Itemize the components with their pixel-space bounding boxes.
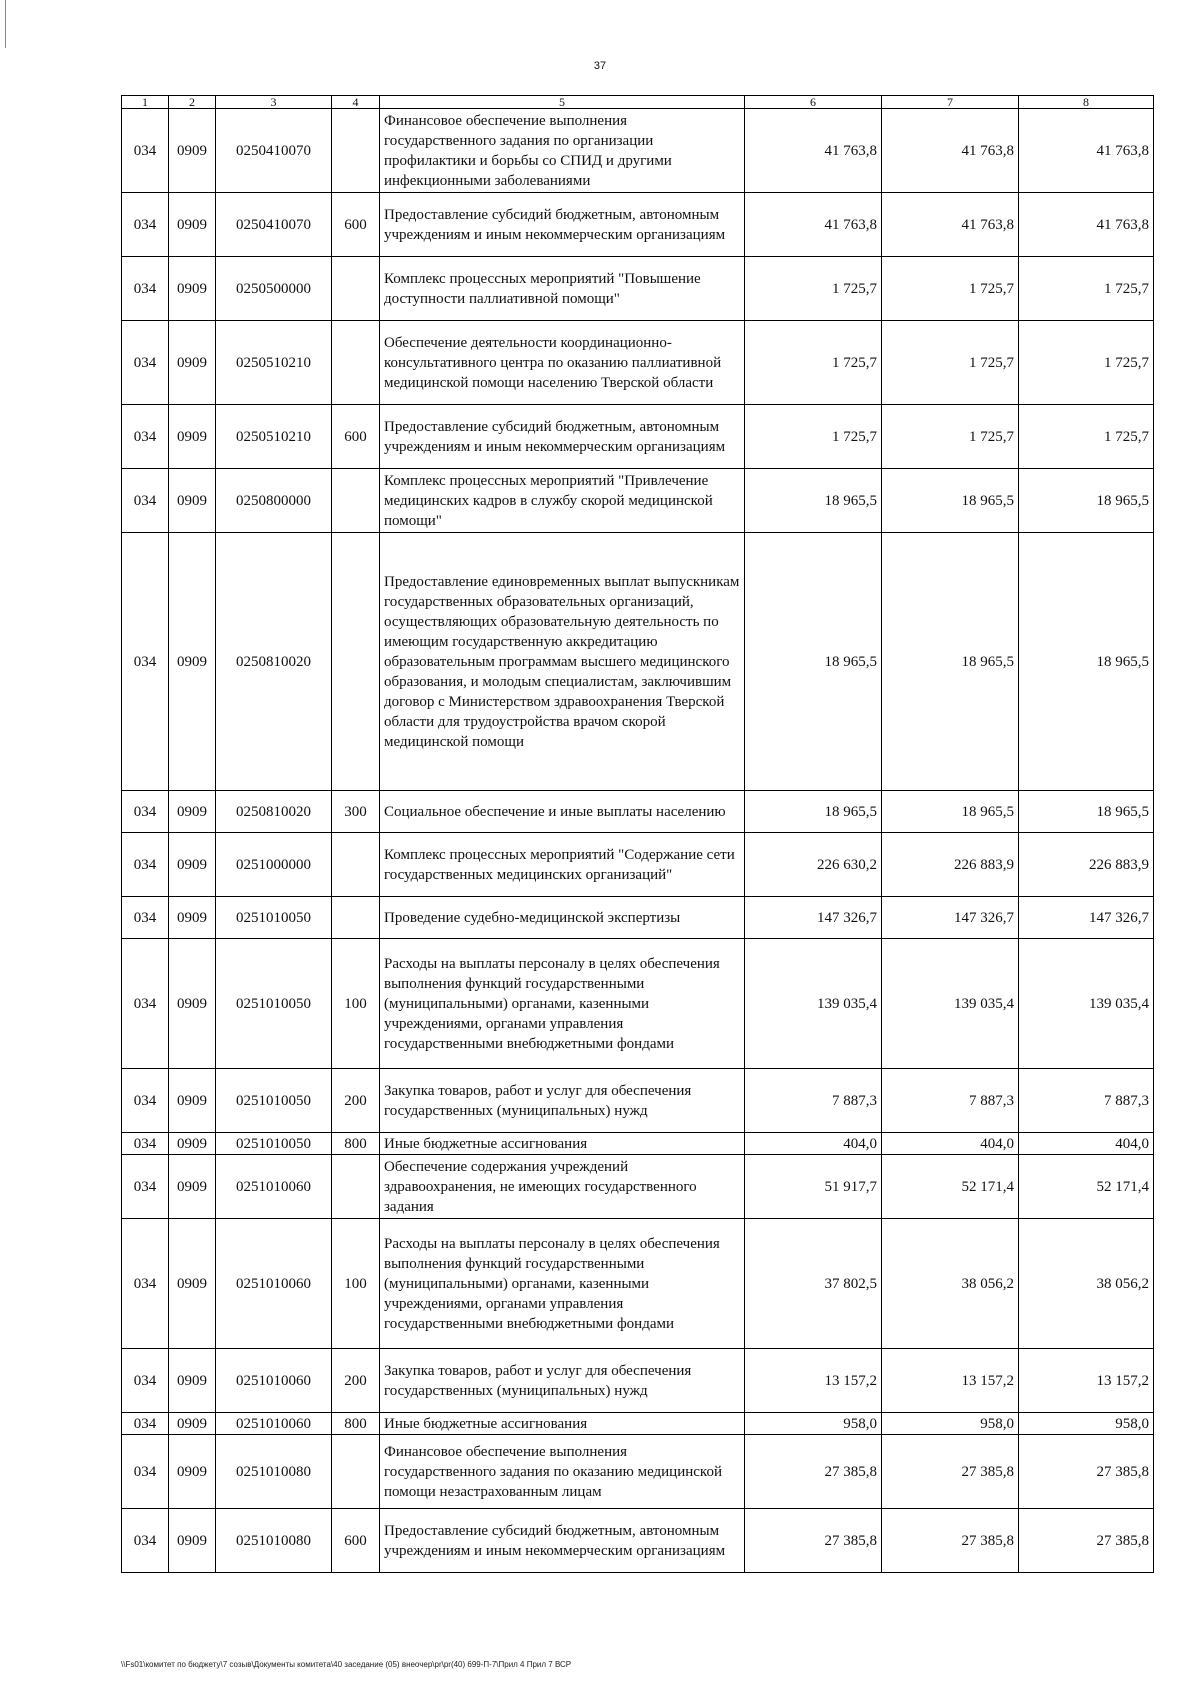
cell-ministry-code: 034	[122, 193, 169, 257]
cell-amount-col6: 404,0	[745, 1133, 882, 1155]
cell-amount-col6: 13 157,2	[745, 1349, 882, 1413]
cell-target-code: 0250500000	[216, 257, 332, 321]
cell-target-code: 0251010080	[216, 1509, 332, 1573]
cell-expense-type	[332, 1435, 380, 1509]
cell-amount-col7: 52 171,4	[882, 1155, 1019, 1219]
page-edge-line	[5, 0, 6, 48]
cell-expense-type: 100	[332, 939, 380, 1069]
cell-amount-col7: 1 725,7	[882, 321, 1019, 405]
cell-section-code: 0909	[169, 1155, 216, 1219]
cell-name: Предоставление субсидий бюджетным, автономным учреждениям и иным некоммерческим организациям	[380, 405, 745, 469]
cell-amount-col7: 147 326,7	[882, 897, 1019, 939]
cell-name: Расходы на выплаты персоналу в целях обеспечения выполнения функций государственными (муниципальными) органами, казенными учреждениями, органами управления государственными внебюджетными фондами	[380, 1219, 745, 1349]
table-row	[122, 257, 1154, 321]
cell-amount-col7: 958,0	[882, 1413, 1019, 1435]
footer-file-path: \\Fs01\комитет по бюджету\7 созыв\Документы комитета\40 заседание (05) внеочер\pr\pr(40) 699-П-7\Прил 4 Прил 7 ВСР	[121, 1660, 572, 1669]
cell-amount-col7: 13 157,2	[882, 1349, 1019, 1413]
table-row	[122, 939, 1154, 1069]
table-row	[122, 1219, 1154, 1349]
table-row	[122, 533, 1154, 791]
cell-amount-col7: 18 965,5	[882, 533, 1019, 791]
cell-section-code: 0909	[169, 109, 216, 193]
cell-target-code: 0251010050	[216, 939, 332, 1069]
cell-amount-col8: 404,0	[1019, 1133, 1154, 1155]
cell-name: Комплекс процессных мероприятий "Привлечение медицинских кадров в службу скорой медицинской помощи"	[380, 469, 745, 533]
cell-amount-col6: 958,0	[745, 1413, 882, 1435]
cell-amount-col6: 37 802,5	[745, 1219, 882, 1349]
cell-section-code: 0909	[169, 897, 216, 939]
table-row	[122, 193, 1154, 257]
cell-amount-col6: 1 725,7	[745, 405, 882, 469]
cell-amount-col8: 18 965,5	[1019, 533, 1154, 791]
cell-section-code: 0909	[169, 1069, 216, 1133]
cell-amount-col7: 18 965,5	[882, 791, 1019, 833]
cell-name: Социальное обеспечение и иные выплаты населению	[380, 791, 745, 833]
cell-expense-type	[332, 833, 380, 897]
header-col-7: 7	[882, 96, 1019, 109]
cell-amount-col8: 41 763,8	[1019, 193, 1154, 257]
cell-amount-col6: 41 763,8	[745, 109, 882, 193]
header-row	[122, 96, 1154, 109]
cell-ministry-code: 034	[122, 1509, 169, 1573]
table-row	[122, 1435, 1154, 1509]
cell-expense-type	[332, 321, 380, 405]
cell-ministry-code: 034	[122, 405, 169, 469]
cell-ministry-code: 034	[122, 1133, 169, 1155]
cell-amount-col8: 18 965,5	[1019, 791, 1154, 833]
table-row	[122, 321, 1154, 405]
cell-section-code: 0909	[169, 1509, 216, 1573]
header-col-1: 1	[122, 96, 169, 109]
page-number: 37	[593, 60, 607, 72]
cell-name: Закупка товаров, работ и услуг для обеспечения государственных (муниципальных) нужд	[380, 1349, 745, 1413]
cell-amount-col7: 404,0	[882, 1133, 1019, 1155]
cell-amount-col6: 226 630,2	[745, 833, 882, 897]
table-row	[122, 1133, 1154, 1155]
cell-target-code: 0251010060	[216, 1219, 332, 1349]
cell-amount-col8: 38 056,2	[1019, 1219, 1154, 1349]
cell-ministry-code: 034	[122, 1349, 169, 1413]
header-col-3: 3	[216, 96, 332, 109]
cell-ministry-code: 034	[122, 1069, 169, 1133]
cell-name: Проведение судебно-медицинской экспертизы	[380, 897, 745, 939]
cell-target-code: 0250510210	[216, 405, 332, 469]
cell-ministry-code: 034	[122, 533, 169, 791]
cell-ministry-code: 034	[122, 1155, 169, 1219]
cell-ministry-code: 034	[122, 1435, 169, 1509]
cell-ministry-code: 034	[122, 939, 169, 1069]
cell-amount-col6: 18 965,5	[745, 469, 882, 533]
cell-ministry-code: 034	[122, 833, 169, 897]
cell-amount-col6: 27 385,8	[745, 1509, 882, 1573]
cell-amount-col8: 27 385,8	[1019, 1509, 1154, 1573]
table-row	[122, 1413, 1154, 1435]
cell-name: Предоставление субсидий бюджетным, автономным учреждениям и иным некоммерческим организациям	[380, 1509, 745, 1573]
table-row	[122, 1155, 1154, 1219]
cell-section-code: 0909	[169, 1349, 216, 1413]
cell-expense-type: 600	[332, 1509, 380, 1573]
cell-expense-type: 200	[332, 1349, 380, 1413]
cell-amount-col8: 226 883,9	[1019, 833, 1154, 897]
cell-amount-col7: 18 965,5	[882, 469, 1019, 533]
table-row	[122, 1349, 1154, 1413]
cell-amount-col8: 7 887,3	[1019, 1069, 1154, 1133]
cell-amount-col8: 27 385,8	[1019, 1435, 1154, 1509]
cell-amount-col8: 958,0	[1019, 1413, 1154, 1435]
cell-target-code: 0250510210	[216, 321, 332, 405]
cell-expense-type: 600	[332, 193, 380, 257]
cell-section-code: 0909	[169, 469, 216, 533]
cell-amount-col6: 1 725,7	[745, 321, 882, 405]
cell-target-code: 0250800000	[216, 469, 332, 533]
cell-name: Обеспечение деятельности координационно-консультативного центра по оказанию паллиативной медицинской помощи населению Тверской области	[380, 321, 745, 405]
cell-amount-col7: 41 763,8	[882, 193, 1019, 257]
header-col-4: 4	[332, 96, 380, 109]
cell-amount-col6: 1 725,7	[745, 257, 882, 321]
cell-amount-col7: 1 725,7	[882, 257, 1019, 321]
cell-section-code: 0909	[169, 405, 216, 469]
cell-section-code: 0909	[169, 833, 216, 897]
cell-amount-col6: 147 326,7	[745, 897, 882, 939]
cell-expense-type: 300	[332, 791, 380, 833]
table-row	[122, 833, 1154, 897]
cell-expense-type	[332, 533, 380, 791]
cell-amount-col8: 18 965,5	[1019, 469, 1154, 533]
cell-amount-col8: 1 725,7	[1019, 405, 1154, 469]
table-row	[122, 1069, 1154, 1133]
table-row	[122, 897, 1154, 939]
cell-expense-type	[332, 469, 380, 533]
cell-section-code: 0909	[169, 193, 216, 257]
header-col-8: 8	[1019, 96, 1154, 109]
cell-amount-col7: 27 385,8	[882, 1509, 1019, 1573]
cell-section-code: 0909	[169, 1133, 216, 1155]
cell-expense-type	[332, 109, 380, 193]
cell-amount-col6: 51 917,7	[745, 1155, 882, 1219]
table-row	[122, 109, 1154, 193]
cell-amount-col8: 52 171,4	[1019, 1155, 1154, 1219]
cell-expense-type: 200	[332, 1069, 380, 1133]
cell-amount-col8: 1 725,7	[1019, 321, 1154, 405]
cell-name: Финансовое обеспечение выполнения государственного задания по оказанию медицинской помощи незастрахованным лицам	[380, 1435, 745, 1509]
cell-target-code: 0251010060	[216, 1413, 332, 1435]
cell-amount-col6: 139 035,4	[745, 939, 882, 1069]
table-row	[122, 791, 1154, 833]
cell-expense-type	[332, 1155, 380, 1219]
cell-section-code: 0909	[169, 1435, 216, 1509]
cell-name: Расходы на выплаты персоналу в целях обеспечения выполнения функций государственными (муниципальными) органами, казенными учреждениями, органами управления государственными внебюджетными фондами	[380, 939, 745, 1069]
table-body	[122, 109, 1154, 1573]
cell-amount-col8: 1 725,7	[1019, 257, 1154, 321]
cell-ministry-code: 034	[122, 1219, 169, 1349]
cell-ministry-code: 034	[122, 1413, 169, 1435]
cell-name: Иные бюджетные ассигнования	[380, 1133, 745, 1155]
header-col-6: 6	[745, 96, 882, 109]
cell-target-code: 0251010080	[216, 1435, 332, 1509]
cell-amount-col6: 27 385,8	[745, 1435, 882, 1509]
cell-expense-type	[332, 897, 380, 939]
cell-section-code: 0909	[169, 1219, 216, 1349]
cell-name: Предоставление субсидий бюджетным, автономным учреждениям и иным некоммерческим организациям	[380, 193, 745, 257]
cell-target-code: 0250810020	[216, 791, 332, 833]
cell-amount-col6: 18 965,5	[745, 791, 882, 833]
cell-expense-type	[332, 257, 380, 321]
cell-expense-type: 800	[332, 1413, 380, 1435]
cell-expense-type: 100	[332, 1219, 380, 1349]
cell-amount-col7: 38 056,2	[882, 1219, 1019, 1349]
header-col-5: 5	[380, 96, 745, 109]
table-row	[122, 469, 1154, 533]
cell-amount-col7: 139 035,4	[882, 939, 1019, 1069]
cell-amount-col6: 18 965,5	[745, 533, 882, 791]
cell-amount-col7: 27 385,8	[882, 1435, 1019, 1509]
cell-name: Иные бюджетные ассигнования	[380, 1413, 745, 1435]
cell-amount-col7: 7 887,3	[882, 1069, 1019, 1133]
cell-amount-col6: 41 763,8	[745, 193, 882, 257]
cell-ministry-code: 034	[122, 897, 169, 939]
table-row	[122, 1509, 1154, 1573]
cell-section-code: 0909	[169, 939, 216, 1069]
cell-amount-col8: 147 326,7	[1019, 897, 1154, 939]
cell-target-code: 0250410070	[216, 109, 332, 193]
budget-table	[121, 95, 1154, 1573]
table-row	[122, 405, 1154, 469]
cell-target-code: 0251010050	[216, 897, 332, 939]
cell-ministry-code: 034	[122, 469, 169, 533]
cell-section-code: 0909	[169, 791, 216, 833]
cell-amount-col8: 13 157,2	[1019, 1349, 1154, 1413]
cell-name: Предоставление единовременных выплат выпускникам государственных образовательных организаций, осуществляющих образовательную деятельность по имеющим государственную аккредитацию образовательным программам высшего медицинского образования, и молодым специалистам, заключившим договор с Министерством здравоохранения Тверской области для трудоустройства врачом скорой медицинской помощи	[380, 533, 745, 791]
cell-expense-type: 600	[332, 405, 380, 469]
cell-name: Финансовое обеспечение выполнения государственного задания по организации профилактики и борьбы со СПИД и другими инфекционными заболеваниями	[380, 109, 745, 193]
cell-ministry-code: 034	[122, 109, 169, 193]
cell-target-code: 0250810020	[216, 533, 332, 791]
cell-amount-col7: 1 725,7	[882, 405, 1019, 469]
cell-target-code: 0251010050	[216, 1133, 332, 1155]
cell-target-code: 0251010060	[216, 1155, 332, 1219]
cell-section-code: 0909	[169, 321, 216, 405]
cell-name: Закупка товаров, работ и услуг для обеспечения государственных (муниципальных) нужд	[380, 1069, 745, 1133]
cell-ministry-code: 034	[122, 257, 169, 321]
cell-expense-type: 800	[332, 1133, 380, 1155]
cell-target-code: 0251010050	[216, 1069, 332, 1133]
cell-name: Комплекс процессных мероприятий "Повышение доступности паллиативной помощи"	[380, 257, 745, 321]
cell-amount-col8: 139 035,4	[1019, 939, 1154, 1069]
cell-target-code: 0251010060	[216, 1349, 332, 1413]
cell-amount-col7: 226 883,9	[882, 833, 1019, 897]
header-col-2: 2	[169, 96, 216, 109]
cell-amount-col8: 41 763,8	[1019, 109, 1154, 193]
cell-section-code: 0909	[169, 533, 216, 791]
cell-target-code: 0251000000	[216, 833, 332, 897]
cell-amount-col7: 41 763,8	[882, 109, 1019, 193]
cell-name: Комплекс процессных мероприятий "Содержание сети государственных медицинских организаций"	[380, 833, 745, 897]
cell-name: Обеспечение содержания учреждений здравоохранения, не имеющих государственного задания	[380, 1155, 745, 1219]
cell-section-code: 0909	[169, 1413, 216, 1435]
cell-ministry-code: 034	[122, 321, 169, 405]
cell-section-code: 0909	[169, 257, 216, 321]
cell-ministry-code: 034	[122, 791, 169, 833]
cell-amount-col6: 7 887,3	[745, 1069, 882, 1133]
cell-target-code: 0250410070	[216, 193, 332, 257]
